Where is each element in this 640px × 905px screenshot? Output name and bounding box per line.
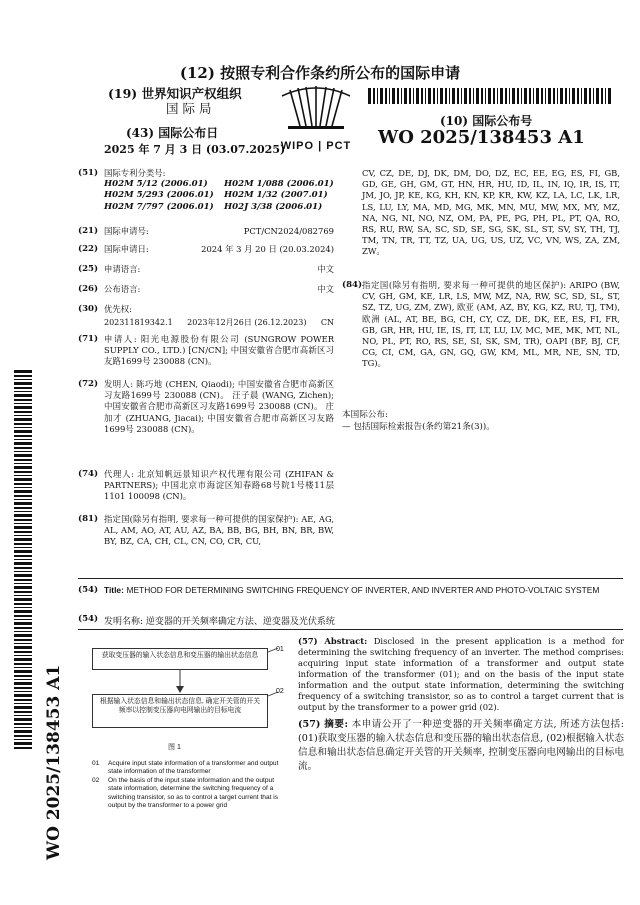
barcode-bar [581, 88, 582, 104]
barcode-bar [14, 682, 32, 685]
barcode-bar [14, 694, 32, 697]
barcode-bar [14, 475, 32, 476]
f25-row [104, 264, 334, 275]
barcode-bar [14, 382, 32, 385]
published-item: — 包括国际检索报告(条约第21条(3))。 [342, 422, 495, 432]
f84-num: (84) [342, 280, 363, 290]
side-pubnum: WO 2025/138453 A1 [44, 664, 64, 860]
barcode-bar [445, 88, 447, 104]
barcode-bar [572, 88, 575, 104]
barcode-bar [14, 499, 32, 500]
barcode-bar [14, 607, 32, 608]
f72-num: (72) [78, 379, 99, 389]
barcode-bar [601, 88, 603, 104]
barcode-bar [577, 88, 579, 104]
barcode-bar [596, 88, 599, 104]
barcode-bar [14, 430, 32, 433]
barcode-bar [565, 88, 567, 104]
pubdate: 2025 年 7 月 3 日 (03.07.2025) [104, 143, 286, 156]
barcode-bar [493, 88, 495, 104]
barcode-bar [509, 88, 510, 104]
barcode-bar [14, 691, 32, 692]
document-title: (12) 按照专利合作条约所公布的国际申请 [179, 64, 461, 82]
ipc-row: H02M 5/293 (2006.01) H02M 1/32 (2007.01) [104, 190, 328, 201]
org-name: (19) 世界知识产权组织 [108, 86, 242, 101]
barcode-bar [14, 655, 32, 656]
barcode-bar [14, 658, 32, 661]
f30-label: 优先权: [104, 304, 132, 314]
barcode-bar [473, 88, 474, 104]
f51-label: 国际专利分类号: [104, 168, 166, 178]
f74-num: (74) [78, 469, 99, 479]
barcode-bar [14, 514, 32, 517]
barcode-bar [14, 711, 32, 713]
barcode-bar [14, 651, 32, 653]
barcode-bar [14, 526, 32, 529]
ipc-row: H02M 7/797 (2006.01) H02J 3/38 (2006.01) [104, 201, 323, 212]
barcode-bar [14, 535, 32, 536]
f21-row [104, 226, 334, 237]
barcode-bar [409, 88, 411, 104]
barcode-bar [14, 451, 32, 452]
f26-value: 中文 [317, 284, 334, 294]
barcode-bar [14, 523, 32, 524]
barcode-bar [449, 88, 450, 104]
f21-value: PCT/CN2024/082769 [243, 226, 334, 236]
barcode-bar [14, 394, 32, 397]
f81-num: (81) [78, 514, 99, 524]
ipc-row: H02M 5/12 (2006.01) H02M 1/088 (2006.01) [104, 179, 334, 189]
ipc-table [104, 179, 344, 213]
barcode-bar [14, 399, 32, 401]
f22-row [104, 244, 334, 255]
barcode-bar [421, 88, 423, 104]
f22-value: 2024 年 3 月 20 日 (20.03.2024) [201, 244, 334, 254]
barcode-bar [14, 427, 32, 428]
divider [78, 629, 623, 630]
abstract-zh-label: (57) 摘要: [298, 719, 349, 730]
barcode-bar [14, 411, 32, 413]
priority-number: 202311819342.1 [104, 318, 173, 327]
regional-states: 指定国(除另有指明, 要求每一种可提供的地区保护): ARIPO (BW, CV, GH, GM, KE, LR, LS, MW, MZ, NA, RW, SC, SD, SL, ST, SZ, TZ, UG, ZM, ZW), 欧亚 (AM, AZ, BY, KG, KZ, RU, TJ, TM), 欧洲 (AL, AT, BE, BG, CH, CY, CZ, DE, DK, EE, ES, FI, FR, GB, GR, HR, HU, IE, IS, IT, LT, LU, LV, MC, ME, MK, MT, NL, NO, PL, PT, RO, RS, SE, SI, SK, SM, TR), OAPI (BF, BJ, CF, CG, CI, CM, GA, GN, GQ, GW, KM, ML, MR, NE, SN, TD, TG)。 [362, 280, 620, 369]
barcode-bar [488, 88, 491, 104]
barcode-bar [14, 730, 32, 733]
barcode-bar [512, 88, 515, 104]
barcode-bar [464, 88, 467, 104]
barcode-bar [401, 88, 402, 104]
barcode-bar [14, 415, 32, 416]
barcode-bar [377, 88, 378, 104]
barcode-bar [457, 88, 459, 104]
barcode-bar [608, 88, 611, 104]
barcode-bar [557, 88, 558, 104]
barcode-bar [14, 747, 32, 749]
barcode-bar [14, 622, 32, 625]
title-en-label: Title: [104, 585, 124, 595]
barcode-bar [14, 571, 32, 572]
barcode-bar [14, 463, 32, 464]
flow-tag-02: 02 [276, 688, 284, 695]
barcode-bar [14, 538, 32, 541]
barcode-bar [14, 615, 32, 617]
barcode-bar [476, 88, 479, 104]
barcode-bar [14, 595, 32, 596]
barcode-bar [14, 742, 32, 745]
barcode-bar [500, 88, 503, 104]
barcode-bar [14, 699, 32, 701]
barcode-bar [14, 598, 32, 601]
barcode-bar [14, 447, 32, 449]
barcode-bar [404, 88, 407, 104]
f25-num: (25) [78, 264, 99, 274]
barcode-bar [14, 715, 32, 716]
title-zh-label: 发明名称: [104, 617, 144, 627]
f22-num: (22) [78, 244, 99, 254]
title-zh: 逆变器的开关频率确定方法、逆变器及光伏系统 [145, 617, 335, 627]
barcode-bar [14, 454, 32, 457]
barcode-bar [541, 88, 543, 104]
barcode-bar [14, 439, 32, 440]
barcode-bar [14, 723, 32, 725]
barcode-bar [14, 603, 32, 605]
barcode-bar [14, 643, 32, 644]
priority-country: CN [320, 318, 334, 327]
f30-num: (30) [78, 304, 99, 314]
barcode-bar [533, 88, 534, 104]
designated-states-cont: CV, CZ, DE, DJ, DK, DM, DO, DZ, EC, EE, EG, ES, FI, GB, GD, GE, GH, GM, GT, HN, HR, HU, ID, IL, IN, IQ, IR, IS, IT, JM, JO, JP, KE, KG, KH, KN, KP, KR, KW, KZ, LA, LC, LK, LR, LS, LU, LY, MA, MD, MG, MK, MN, MU, MW, MX, MY, MZ, NA, NG, NI, NO, NZ, OM, PA, PE, PG, PH, PL, PT, QA, RO, RS, RU, RW, SA, SC, SD, SE, SG, SK, SL, ST, SV, SY, TH, TJ, TM, TN, TR, TT, TZ, UA, UG, US, UZ, VC, VN, WS, ZA, ZM, ZW。 [362, 168, 620, 257]
barcode-bar [428, 88, 431, 104]
barcode-bar [14, 703, 32, 704]
abstract-en-label: (57) Abstract: [298, 636, 368, 646]
barcode-bar [553, 88, 555, 104]
abstract-en [298, 636, 624, 713]
barcode-bar [14, 631, 32, 632]
barcode-bar [14, 619, 32, 620]
barcode-bar [481, 88, 483, 104]
barcode-bar [14, 663, 32, 665]
barcode-bar [14, 583, 32, 584]
barcode-bar [14, 706, 32, 709]
abstract-zh [298, 718, 624, 774]
barcode-bar [433, 88, 435, 104]
barcode-bar [14, 547, 32, 548]
f30-row [104, 317, 334, 328]
barcode-bar [545, 88, 546, 104]
barcode-bar [517, 88, 519, 104]
barcode-bar [14, 586, 32, 589]
barcode-bar [14, 567, 32, 569]
barcode-bar [14, 507, 32, 509]
barcode-bar [14, 406, 32, 409]
side-barcode [14, 370, 32, 750]
legend-item: 02 On the basis of the input state information and the output state information, determine the switching frequency of a switching transistor, so as to control a target current that is output by the transformer to a power grid [92, 776, 279, 810]
barcode-bar [389, 88, 390, 104]
barcode-bar [14, 739, 32, 740]
flow-tag-01: 01 [276, 646, 284, 653]
barcode-bar [14, 727, 32, 728]
title-en-block [104, 585, 624, 596]
barcode-bar [14, 478, 32, 481]
f54-num: (54) [78, 585, 99, 595]
barcode-bar [14, 423, 32, 425]
barcode-bar [14, 487, 32, 488]
barcode-bar [14, 579, 32, 581]
f26-row [104, 284, 334, 295]
flow-step-02: 根据输入状态信息和输出状态信息, 确定开关管的开关频率以控制变压器向电网输出的目标电流 [92, 694, 268, 728]
f54-num-zh: (54) [78, 614, 99, 624]
barcode-bar [14, 574, 32, 577]
divider [78, 578, 623, 579]
priority-date: 2023年12月26日 (26.12.2023) [187, 318, 307, 327]
barcode-bar [14, 562, 32, 565]
f25-label: 申请语言: [104, 264, 141, 274]
barcode-bar [14, 543, 32, 545]
title-en: METHOD FOR DETERMINING SWITCHING FREQUENCY OF INVERTER, AND INVERTER AND PHOTO-VOLTAIC SYSTEM [126, 585, 600, 595]
barcode-bar [14, 627, 32, 629]
f21-num: (21) [78, 226, 99, 236]
legend-item: 01 Acquire input state information of a transformer and output state information of the transformer [92, 760, 279, 776]
barcode-bar [14, 675, 32, 677]
pubnum: WO 2025/138453 A1 [378, 127, 585, 148]
barcode-bar [392, 88, 395, 104]
barcode-bar [437, 88, 438, 104]
pubdate-label: (43) 国际公布日 [126, 126, 219, 140]
title-zh-block [104, 614, 335, 627]
barcode-bar [14, 679, 32, 680]
barcode-bar [14, 735, 32, 737]
f21-label: 国际申请号: [104, 226, 149, 236]
top-barcode [368, 88, 612, 104]
barcode-bar [440, 88, 443, 104]
barcode-bar [14, 555, 32, 557]
barcode-bar [584, 88, 587, 104]
barcode-bar [368, 88, 371, 104]
barcode-bar [14, 591, 32, 593]
barcode-bar [593, 88, 594, 104]
barcode-bar [521, 88, 522, 104]
barcode-bar [14, 466, 32, 469]
barcode-bar [536, 88, 539, 104]
barcode-bar [14, 718, 32, 721]
barcode-bar [425, 88, 426, 104]
barcode-bar [497, 88, 498, 104]
pubnum-label: (10) 国际公布号 [440, 114, 533, 128]
wipo-text: WIPO | PCT [280, 140, 352, 152]
designated-states: 指定国(除另有指明, 要求每一种可提供的国家保护): AE, AG, AL, AM, AO, AT, AU, AZ, BA, BB, BG, BH, BN, BR, BW, BY, BZ, CA, CH, CL, CN, CO, CR, CU, [104, 514, 334, 547]
f25-value: 中文 [317, 264, 334, 274]
barcode-bar [548, 88, 551, 104]
barcode-bar [14, 610, 32, 613]
figure-caption: 图 1 [168, 744, 181, 751]
barcode-bar [452, 88, 455, 104]
abstract-en-text: Disclosed in the present application is a method for determining the switching frequency of an inverter. The method comprises: acquiring input state information of a transformer and output state information of the transformer (01); and on the basis of the input state information and the output state information, determining the switching frequency of a switching transistor, so as to control a target current that is output by the transformer to a power grid (02). [298, 636, 624, 712]
barcode-bar [14, 519, 32, 521]
barcode-bar [14, 634, 32, 637]
barcode-bar [469, 88, 471, 104]
barcode-bar [14, 670, 32, 673]
org-bureau: 国 际 局 [166, 101, 212, 116]
applicant: 申请人: 阳光电源股份有限公司 (SUNGROW POWER SUPPLY CO., LTD.) [CN/CN]; 中国安徽省合肥市高新区习友路1699号 230088 (CN)。 [104, 334, 334, 367]
agent: 代理人: 北京知帆远景知识产权代理有限公司 (ZHIFAN & PARTNERS); 中国北京市海淀区知春路68号院1号楼11层1101 100098 (CN)。 [104, 469, 334, 502]
arrow-down-icon [176, 686, 184, 693]
barcode-bar [413, 88, 414, 104]
f26-num: (26) [78, 284, 99, 294]
barcode-bar [397, 88, 399, 104]
barcode-bar [524, 88, 527, 104]
flowchart [88, 648, 288, 758]
published-label: 本国际公布: [342, 410, 388, 420]
barcode-bar [14, 435, 32, 437]
abstract-zh-text: 本申请公开了一种逆变器的开关频率确定方法, 所述方法包括: (01)获取变压器的输入状态信息和变压器的输出状态信息, (02)根据输入状态信息和输出状态信息确定开关管的开关频率, 控制变压器向电网输出的目标电流。 [298, 719, 624, 772]
barcode-bar [14, 495, 32, 497]
barcode-bar [485, 88, 486, 104]
barcode-bar [14, 391, 32, 392]
barcode-bar [14, 639, 32, 641]
barcode-bar [14, 370, 32, 373]
barcode-bar [14, 471, 32, 473]
barcode-bar [505, 88, 507, 104]
barcode-bar [14, 646, 32, 649]
f51-num: (51) [78, 168, 99, 178]
wipo-emblem-icon [276, 82, 356, 138]
inventors: 发明人: 陈巧地 (CHEN, Qiaodi); 中国安徽省合肥市高新区习友路1699号 230088 (CN)。 汪子晨 (WANG, Zichen); 中国安徽省合肥市高新区习友路1699号 230088 (CN)。 庄加才 (ZHUANG, Jiacai); 中国安徽省合肥市高新区习友路1699号 230088 (CN)。 [104, 379, 334, 434]
f22-label: 国际申请日: [104, 244, 149, 254]
barcode-bar [14, 387, 32, 389]
figure-legend [92, 760, 282, 810]
barcode-bar [14, 490, 32, 493]
barcode-bar [14, 687, 32, 689]
barcode-bar [14, 483, 32, 485]
barcode-bar [14, 442, 32, 445]
barcode-bar [569, 88, 570, 104]
barcode-bar [14, 379, 32, 380]
barcode-bar [14, 375, 32, 377]
barcode-bar [14, 418, 32, 421]
barcode-bar [385, 88, 387, 104]
barcode-bar [14, 502, 32, 505]
barcode-bar [605, 88, 606, 104]
barcode-bar [14, 667, 32, 668]
barcode-bar [14, 550, 32, 553]
f26-label: 公布语言: [104, 284, 141, 294]
wipo-logo [276, 82, 356, 154]
barcode-bar [14, 559, 32, 560]
barcode-bar [14, 459, 32, 461]
barcode-bar [373, 88, 375, 104]
flow-step-01: 获取变压器的输入状态信息和变压器的输出状态信息 [92, 648, 268, 670]
barcode-bar [380, 88, 383, 104]
barcode-bar [461, 88, 462, 104]
barcode-bar [529, 88, 531, 104]
barcode-bar [14, 403, 32, 404]
barcode-bar [14, 511, 32, 512]
barcode-bar [560, 88, 563, 104]
barcode-bar [416, 88, 419, 104]
barcode-bar [589, 88, 591, 104]
barcode-bar [14, 531, 32, 533]
f71-num: (71) [78, 334, 99, 344]
